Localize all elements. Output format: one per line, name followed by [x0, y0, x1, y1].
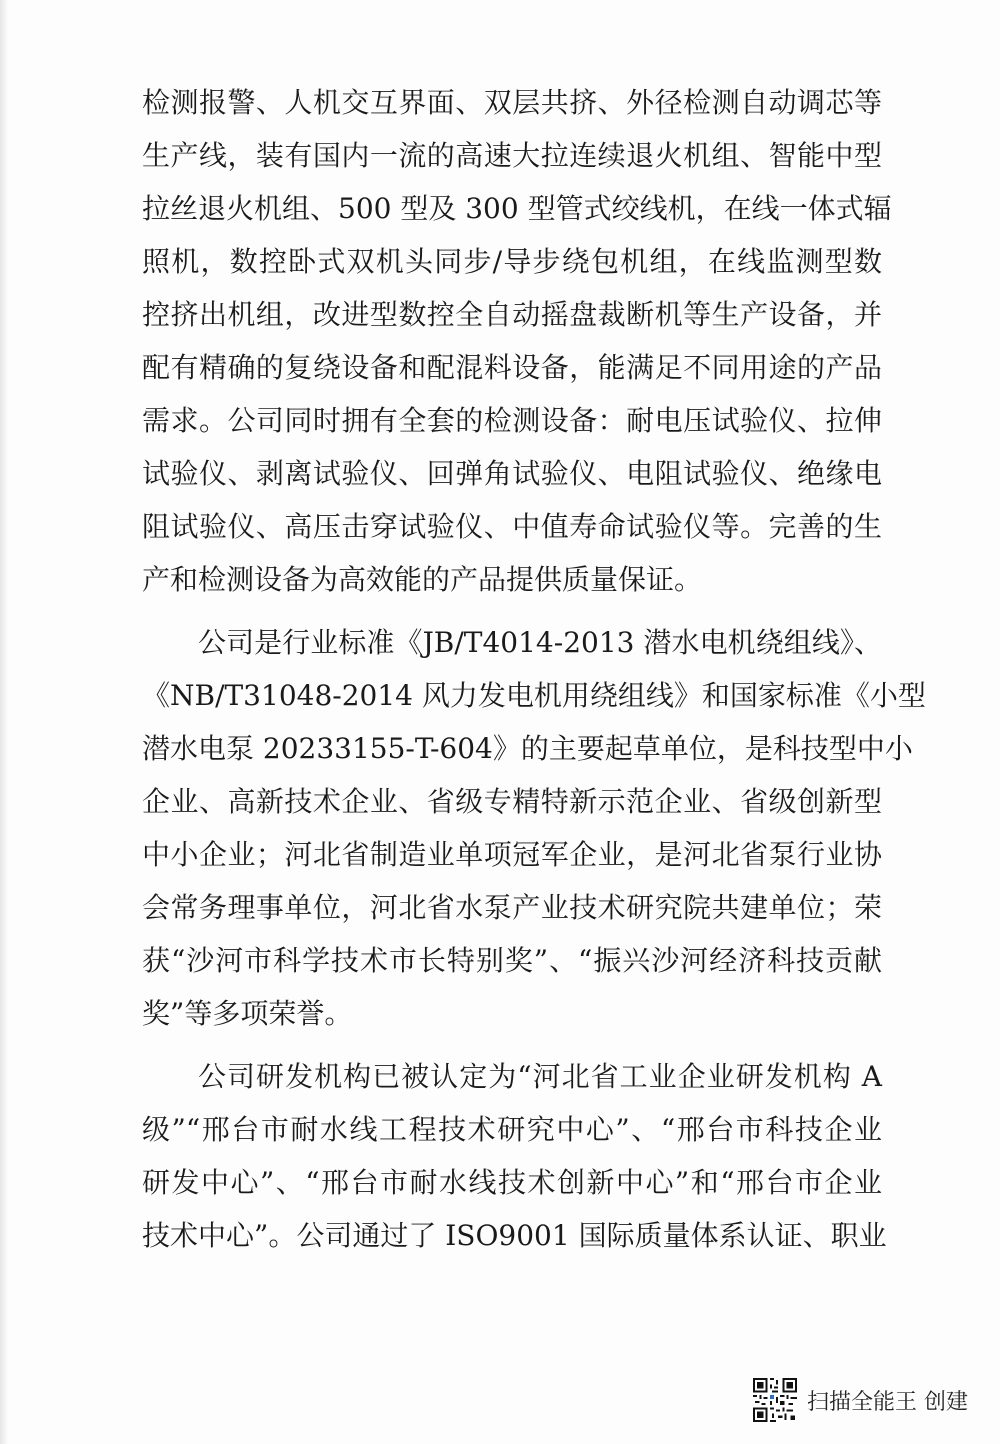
text-line: 试验仪、剥离试验仪、回弹角试验仪、电阻试验仪、绝缘电: [142, 457, 882, 490]
text-line: 获“沙河市科学技术市长特别奖”、“振兴沙河经济科技贡献: [142, 944, 882, 977]
text-line: 潜水电泵 20233155-T-604》的主要起草单位，是科技型中小: [142, 732, 913, 765]
text-line: 公司研发机构已被认定为“河北省工业企业研发机构 A: [198, 1060, 882, 1093]
text-line: 需求。公司同时拥有全套的检测设备：耐电压试验仪、拉伸: [142, 404, 882, 437]
text-line: 企业、高新技术企业、省级专精特新示范企业、省级创新型: [142, 785, 882, 818]
text-line: 检测报警、人机交互界面、双层共挤、外径检测自动调芯等: [142, 86, 882, 119]
text-line: 技术中心”。公司通过了 ISO9001 国际质量体系认证、职业: [142, 1219, 887, 1252]
text-line: 拉丝退火机组、500 型及 300 型管式绞线机，在线一体式辐: [142, 192, 892, 225]
scan-edge-shadow: [0, 0, 8, 1444]
text-line: 控挤出机组，改进型数控全自动摇盘裁断机等生产设备，并: [142, 298, 882, 331]
qr-code-icon: [753, 1378, 797, 1422]
text-line: 配有精确的复绕设备和配混料设备，能满足不同用途的产品: [142, 351, 882, 384]
text-line: 级”“邢台市耐水线工程技术研究中心”、“邢台市科技企业: [142, 1113, 882, 1146]
paragraph-3: [142, 1050, 887, 1262]
text-line: 《NB/T31048-2014 风力发电机用绕组线》和国家标准《小型: [142, 679, 926, 712]
paragraph-1: [142, 76, 892, 606]
scanner-watermark: [753, 1378, 968, 1422]
text-line: 产和检测设备为高效能的产品提供质量保证。: [142, 563, 703, 596]
text-line: 奖”等多项荣誉。: [142, 997, 353, 1030]
text-line: 生产线，装有国内一流的高速大拉连续退火机组、智能中型: [142, 139, 882, 172]
text-line: 照机，数控卧式双机头同步/导步绕包机组，在线监测型数: [142, 245, 882, 278]
text-line: 研发中心”、“邢台市耐水线技术创新中心”和“邢台市企业: [142, 1166, 882, 1199]
document-body: [142, 76, 926, 1262]
text-line: 中小企业；河北省制造业单项冠军企业，是河北省泵行业协: [142, 838, 882, 871]
scanner-watermark-text: 扫描全能王 创建: [807, 1389, 968, 1415]
text-line: 阻试验仪、高压击穿试验仪、中值寿命试验仪等。完善的生: [142, 510, 882, 543]
paragraph-2: [142, 616, 926, 1040]
text-line: 公司是行业标准《JB/T4014-2013 潜水电机绕组线》、: [198, 626, 882, 659]
text-line: 会常务理事单位，河北省水泵产业技术研究院共建单位；荣: [142, 891, 882, 924]
